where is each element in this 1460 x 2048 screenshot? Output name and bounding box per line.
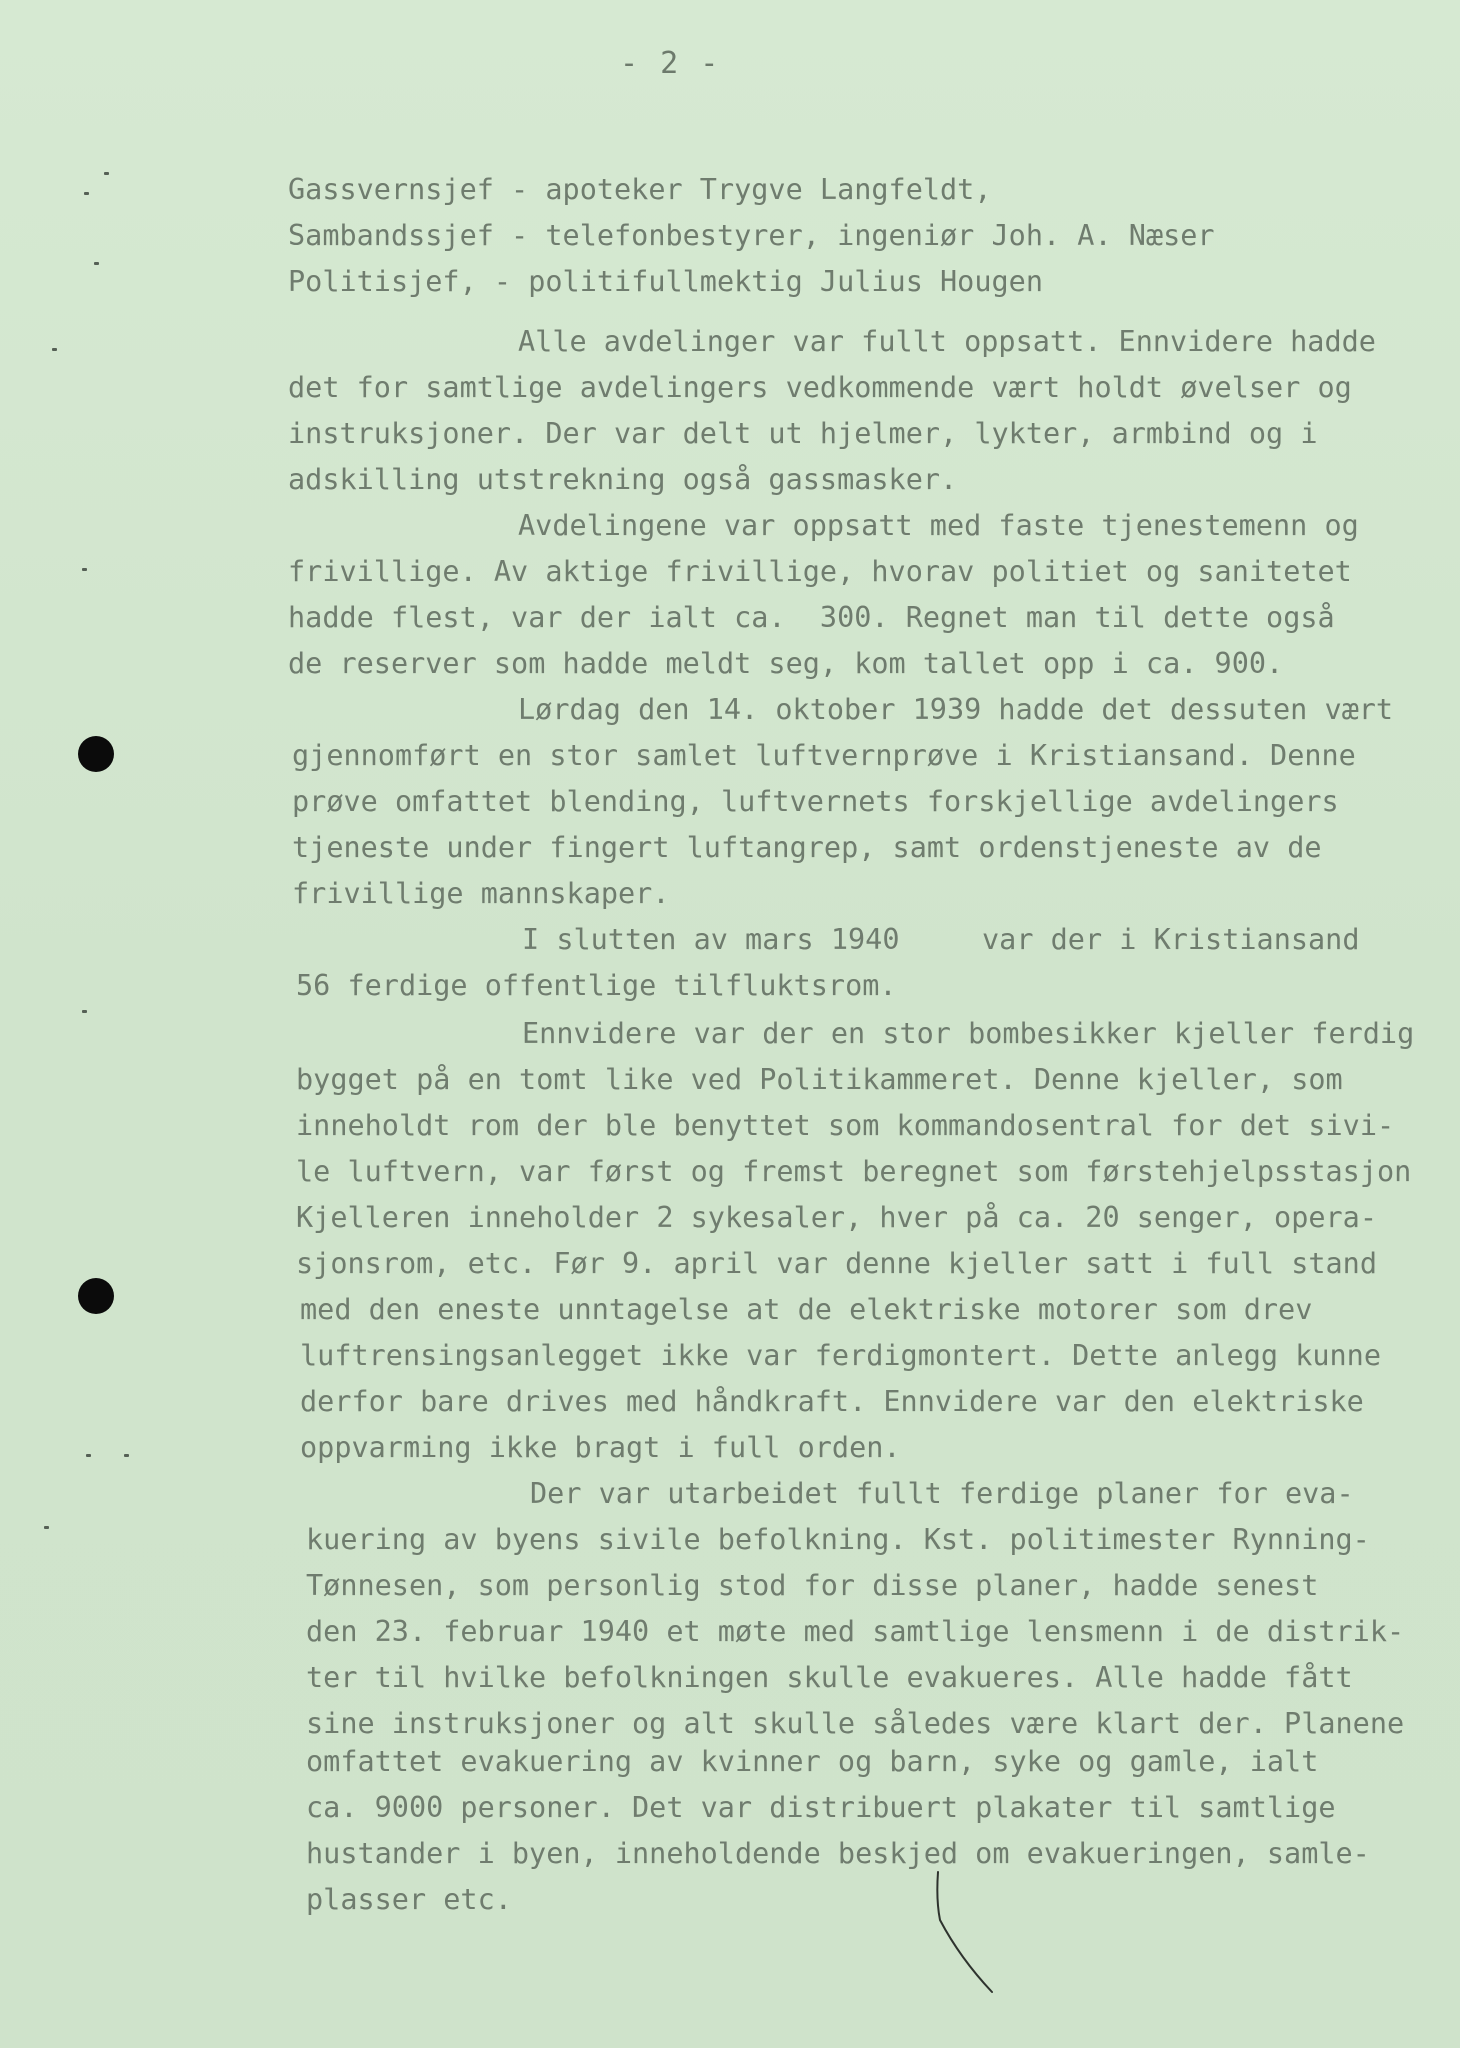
- text-line: bygget på en tomt like ved Politikammeret. Denne kjeller, som: [296, 1063, 1343, 1096]
- text-line: adskilling utstrekning også gassmasker.: [288, 463, 958, 496]
- text-line: den 23. februar 1940 et møte med samtlige lensmenn i de distrik-: [306, 1615, 1405, 1648]
- text-line: le luftvern, var først og fremst beregnet som førstehjelpsstasjon: [296, 1155, 1412, 1188]
- text-line: Kjelleren inneholder 2 sykesaler, hver på ca. 20 senger, opera-: [296, 1201, 1377, 1234]
- text-line: Avdelingene var oppsatt med faste tjenestemenn og: [518, 509, 1359, 542]
- text-line: Politisjef, - politifullmektig Julius Hougen: [288, 265, 1043, 298]
- text-line: luftrensingsanlegget ikke var ferdigmontert. Dette anlegg kunne: [300, 1339, 1381, 1372]
- text-line: Sambandssjef - telefonbestyrer, ingeniør Joh. A. Næser: [288, 219, 1215, 252]
- text-line: kuering av byens sivile befolkning. Kst. politimester Rynning-: [306, 1523, 1370, 1556]
- text-line: det for samtlige avdelingers vedkommende vært holdt øvelser og: [288, 371, 1352, 404]
- text-line: inneholdt rom der ble benyttet som kommandosentral for det sivi-: [296, 1109, 1395, 1142]
- text-line: Ennvidere var der en stor bombesikker kjeller ferdig: [522, 1017, 1415, 1050]
- text-line: hadde flest, var der ialt ca. 300. Regnet man til dette også: [288, 601, 1335, 634]
- text-line: med den eneste unntagelse at de elektriske motorer som drev: [300, 1293, 1313, 1326]
- text-line: Lørdag den 14. oktober 1939 hadde det dessuten vært: [518, 693, 1394, 726]
- text-line: omfattet evakuering av kvinner og barn, syke og gamle, ialt: [306, 1745, 1319, 1778]
- text-line: frivillige. Av aktige frivillige, hvorav politiet og sanitetet: [288, 555, 1352, 588]
- text-line: gjennomført en stor samlet luftvernprøve i Kristiansand. Denne: [292, 739, 1356, 772]
- text-line: ter til hvilke befolkningen skulle evakueres. Alle hadde fått: [306, 1661, 1353, 1694]
- text-line: frivillige mannskaper.: [292, 877, 670, 910]
- text-line: hustander i byen, inneholdende beskjed om evakueringen, samle-: [306, 1837, 1370, 1870]
- page-number: - 2 -: [620, 46, 721, 81]
- text-line: Alle avdelinger var fullt oppsatt. Ennvidere hadde: [518, 325, 1376, 358]
- text-line: Der var utarbeidet fullt ferdige planer for eva-: [530, 1477, 1354, 1510]
- text-line: de reserver som hadde meldt seg, kom tallet opp i ca. 900.: [288, 647, 1284, 680]
- text-line: sine instruksjoner og alt skulle således være klart der. Planene: [306, 1707, 1405, 1740]
- text-line: sjonsrom, etc. Før 9. april var denne kjeller satt i full stand: [296, 1247, 1377, 1280]
- text-line: oppvarming ikke bragt i full orden.: [300, 1431, 901, 1464]
- text-line: instruksjoner. Der var delt ut hjelmer, lykter, armbind og i: [288, 417, 1318, 450]
- text-line: ca. 9000 personer. Det var distribuert plakater til samtlige: [306, 1791, 1336, 1824]
- text-line: derfor bare drives med håndkraft. Ennvidere var den elektriske: [300, 1385, 1364, 1418]
- text-line: prøve omfattet blending, luftvernets forskjellige avdelingers: [292, 785, 1339, 818]
- text-line: Gassvernsjef - apoteker Trygve Langfeldt,: [288, 173, 992, 206]
- text-line: Tønnesen, som personlig stod for disse planer, hadde senest: [306, 1569, 1319, 1602]
- text-line: 56 ferdige offentlige tilfluktsrom.: [296, 969, 897, 1002]
- text-line: plasser etc.: [306, 1883, 512, 1916]
- text-line: I slutten av mars 1940: [522, 923, 900, 956]
- text-line: tjeneste under fingert luftangrep, samt ordenstjeneste av de: [292, 831, 1322, 864]
- text-line: var der i Kristiansand: [982, 923, 1360, 956]
